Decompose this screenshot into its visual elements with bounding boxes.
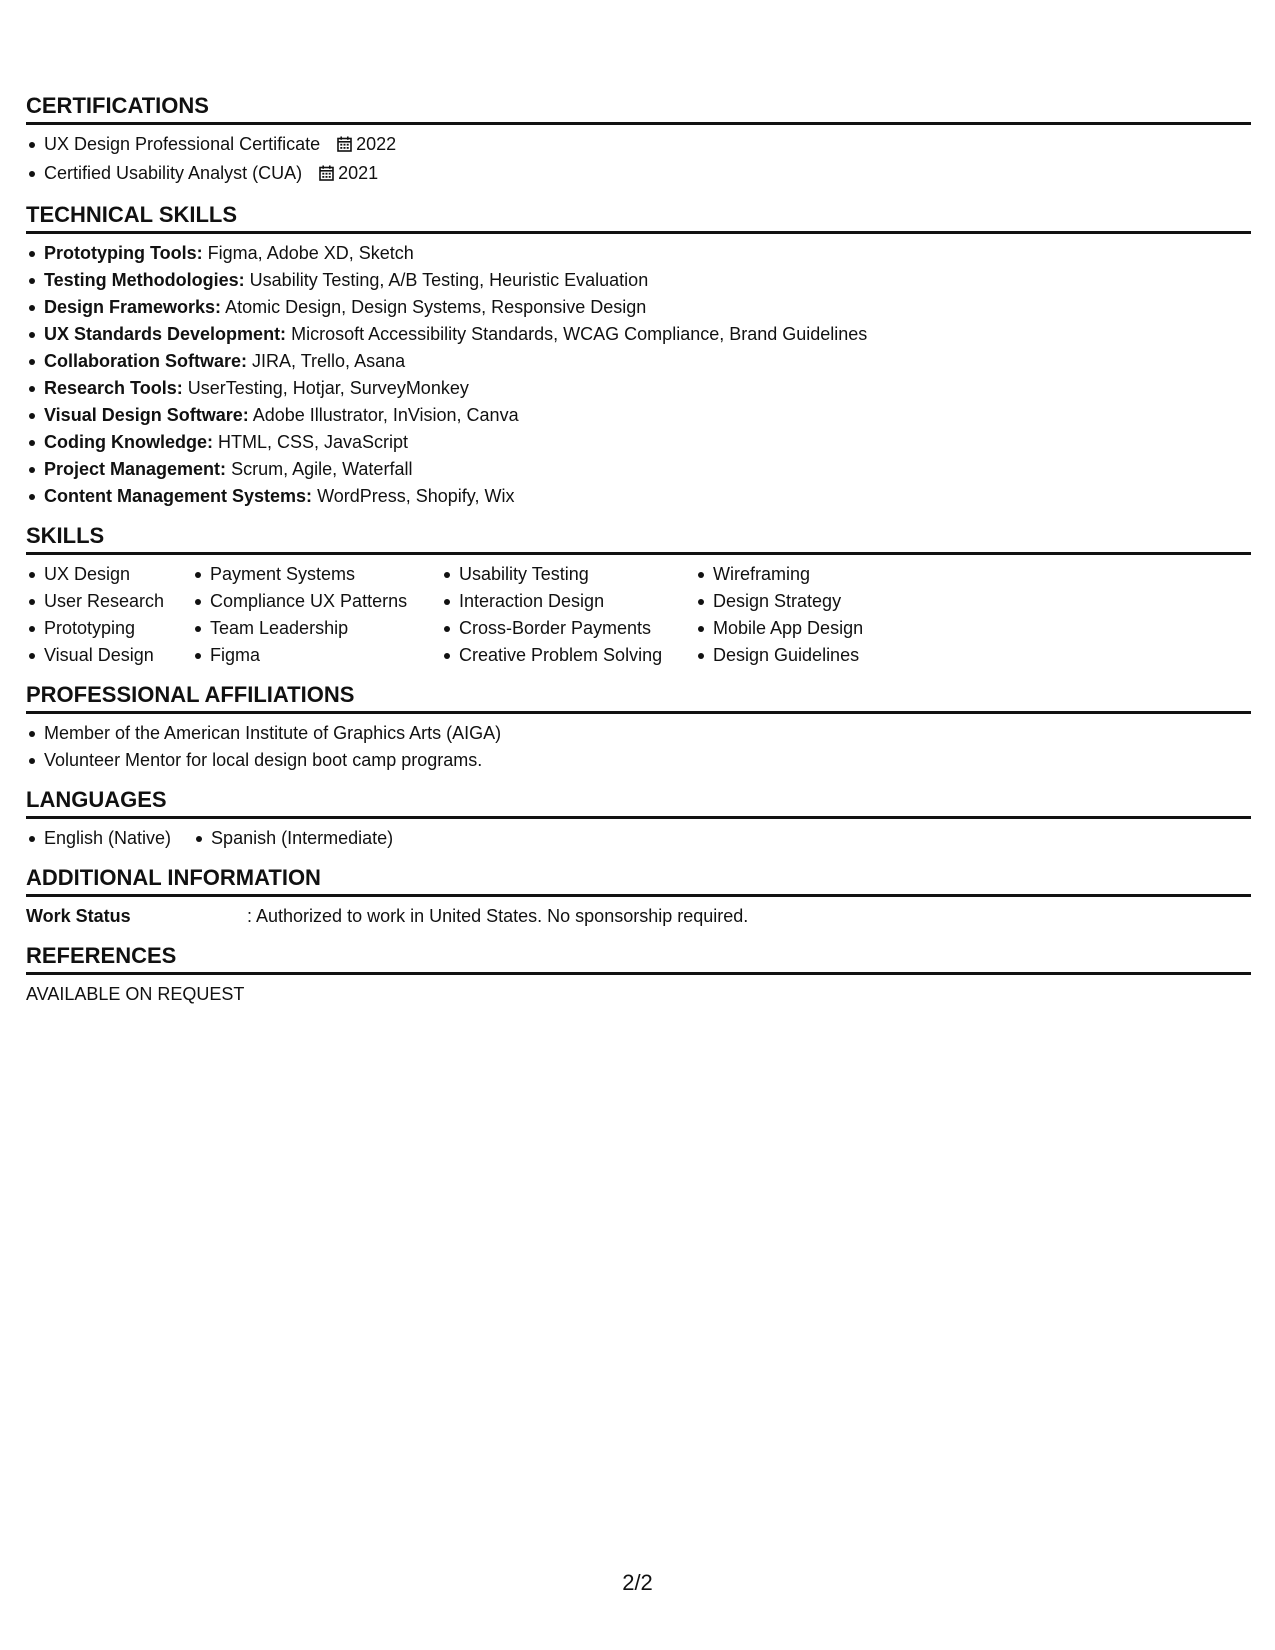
- technical-skill-value: Usability Testing, A/B Testing, Heuristic Evaluation: [249, 270, 649, 290]
- work-status-label: Work Status: [26, 906, 131, 926]
- technical-skill-item: [26, 240, 1251, 267]
- technical-skill-label: Coding Knowledge:: [44, 432, 213, 452]
- page-number: 2/2: [622, 1570, 653, 1595]
- technical-skill-value: HTML, CSS, JavaScript: [218, 432, 409, 452]
- skill-item: Figma: [192, 642, 441, 669]
- certification-item: [26, 131, 1251, 160]
- technical-skill-item: [26, 402, 1251, 429]
- skill-item: Cross-Border Payments: [441, 615, 695, 642]
- affiliation-item: Member of the American Institute of Graphics Arts (AIGA): [26, 720, 1251, 747]
- skill-item: Creative Problem Solving: [441, 642, 695, 669]
- certification-year: 2022: [356, 134, 397, 154]
- resume-page: [26, 92, 1251, 1020]
- certification-name: UX Design Professional Certificate: [44, 134, 321, 154]
- skill-item: Payment Systems: [192, 561, 441, 588]
- technical-skill-label: Collaboration Software:: [44, 351, 248, 371]
- skill-item: Prototyping: [26, 615, 192, 642]
- technical-skill-item: [26, 294, 1251, 321]
- technical-skill-value: Figma, Adobe XD, Sketch: [207, 243, 414, 263]
- skill-item: Usability Testing: [441, 561, 695, 588]
- language-item: Spanish (Intermediate): [193, 825, 393, 852]
- affiliations-section: [26, 681, 1251, 774]
- skill-item: Visual Design: [26, 642, 192, 669]
- affiliations-heading: PROFESSIONAL AFFILIATIONS: [26, 681, 1251, 714]
- work-status-row: [26, 903, 1251, 930]
- calendar-icon: [337, 133, 352, 160]
- technical-skill-value: Adobe Illustrator, InVision, Canva: [252, 405, 519, 425]
- technical-skill-value: JIRA, Trello, Asana: [252, 351, 406, 371]
- skills-column: [441, 561, 695, 669]
- skills-column: [26, 561, 192, 669]
- technical-skill-value: Microsoft Accessibility Standards, WCAG Compliance, Brand Guidelines: [291, 324, 868, 344]
- technical-skills-heading: TECHNICAL SKILLS: [26, 201, 1251, 234]
- additional-info-section: [26, 864, 1251, 930]
- technical-skill-item: [26, 375, 1251, 402]
- skill-item: Team Leadership: [192, 615, 441, 642]
- skill-item: Compliance UX Patterns: [192, 588, 441, 615]
- languages-section: [26, 786, 1251, 852]
- skill-item: UX Design: [26, 561, 192, 588]
- skills-heading: SKILLS: [26, 522, 1251, 555]
- technical-skill-item: [26, 429, 1251, 456]
- skill-item: Design Strategy: [695, 588, 915, 615]
- certification-date: [337, 131, 396, 160]
- certifications-section: [26, 92, 1251, 189]
- skill-item: Mobile App Design: [695, 615, 915, 642]
- affiliation-item: Volunteer Mentor for local design boot camp programs.: [26, 747, 1251, 774]
- technical-skills-section: [26, 201, 1251, 510]
- certifications-heading: CERTIFICATIONS: [26, 92, 1251, 125]
- technical-skill-label: Visual Design Software:: [44, 405, 249, 425]
- certification-year: 2021: [338, 163, 379, 183]
- technical-skill-label: Testing Methodologies:: [44, 270, 245, 290]
- certifications-list: [26, 131, 1251, 189]
- skills-column: [695, 561, 915, 669]
- technical-skill-item: [26, 456, 1251, 483]
- technical-skill-label: UX Standards Development:: [44, 324, 287, 344]
- technical-skill-item: [26, 348, 1251, 375]
- skill-item: User Research: [26, 588, 192, 615]
- references-section: [26, 942, 1251, 1008]
- technical-skill-item: [26, 321, 1251, 348]
- technical-skills-list: [26, 240, 1251, 510]
- technical-skill-value: WordPress, Shopify, Wix: [317, 486, 515, 506]
- skills-column: [192, 561, 441, 669]
- technical-skill-label: Prototyping Tools:: [44, 243, 203, 263]
- technical-skill-label: Research Tools:: [44, 378, 183, 398]
- certification-date: [319, 160, 378, 189]
- technical-skill-item: [26, 483, 1251, 510]
- technical-skill-label: Design Frameworks:: [44, 297, 222, 317]
- technical-skill-value: UserTesting, Hotjar, SurveyMonkey: [187, 378, 469, 398]
- skill-item: Wireframing: [695, 561, 915, 588]
- work-status-value: : Authorized to work in United States. No sponsorship required.: [247, 906, 749, 926]
- technical-skill-value: Scrum, Agile, Waterfall: [231, 459, 413, 479]
- technical-skill-label: Project Management:: [44, 459, 227, 479]
- skills-grid: [26, 561, 1251, 669]
- additional-info-heading: ADDITIONAL INFORMATION: [26, 864, 1251, 897]
- languages-heading: LANGUAGES: [26, 786, 1251, 819]
- technical-skill-value: Atomic Design, Design Systems, Responsive Design: [225, 297, 647, 317]
- technical-skill-item: [26, 267, 1251, 294]
- skills-section: [26, 522, 1251, 669]
- certification-item: [26, 160, 1251, 189]
- language-item: English (Native): [26, 825, 171, 852]
- calendar-icon: [319, 162, 334, 189]
- technical-skill-label: Content Management Systems:: [44, 486, 313, 506]
- certification-name: Certified Usability Analyst (CUA): [44, 163, 303, 183]
- skill-item: Interaction Design: [441, 588, 695, 615]
- references-heading: REFERENCES: [26, 942, 1251, 975]
- languages-list: [26, 825, 1251, 852]
- skill-item: Design Guidelines: [695, 642, 915, 669]
- references-text: AVAILABLE ON REQUEST: [26, 984, 245, 1004]
- affiliations-list: [26, 720, 1251, 774]
